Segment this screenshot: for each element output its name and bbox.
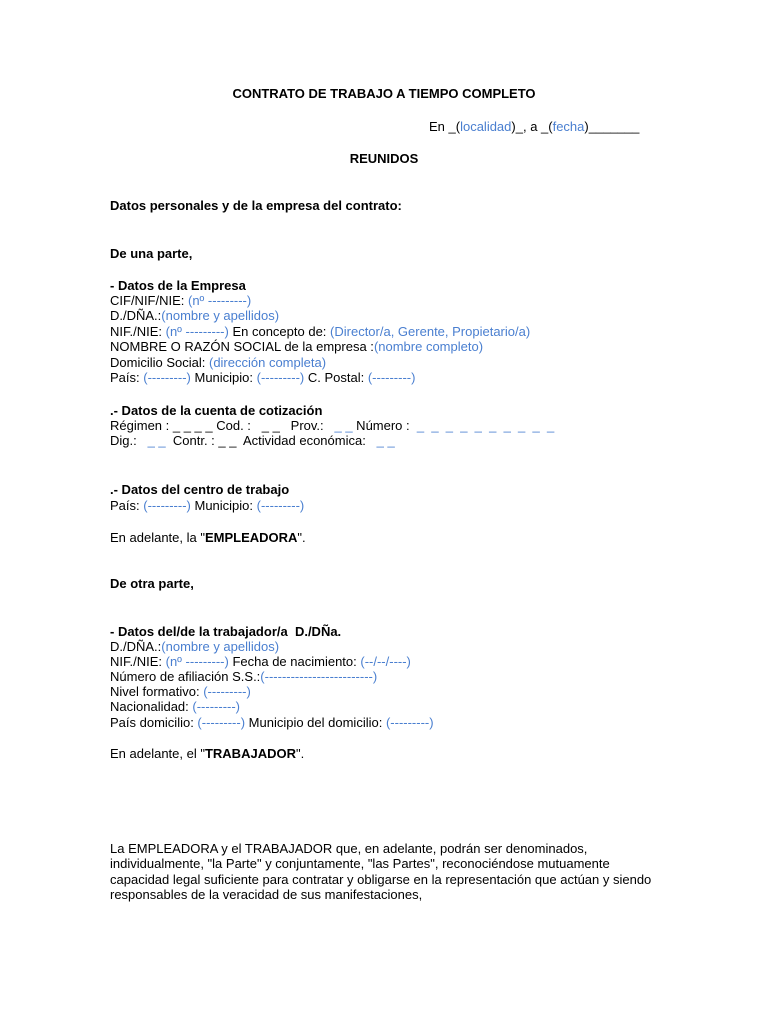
pais-label: País: <box>110 370 144 385</box>
trab-pais-field: (---------) <box>197 715 246 730</box>
municipio-field: (---------) <box>256 370 305 385</box>
trab-municipio-field: (---------) <box>385 715 434 730</box>
trabajador-nivel-line <box>110 684 251 699</box>
trabajador-suffix: ". <box>295 746 305 761</box>
razon-field: (nombre completo) <box>373 339 484 354</box>
trab-dna-label: D./DÑA.: <box>110 639 162 654</box>
empresa-domicilio-line <box>110 355 326 370</box>
empresa-razon-line <box>110 339 483 354</box>
concepto-label: En concepto de: <box>228 324 331 339</box>
centro-pais-field: (---------) <box>143 498 191 513</box>
empleadora-term: EMPLEADORA <box>204 530 298 545</box>
nivel-field: (---------) <box>203 684 251 699</box>
nif-label: NIF./NIE: <box>110 324 166 339</box>
empresa-dna-line <box>110 308 279 323</box>
razon-label: NOMBRE O RAZÓN SOCIAL de la empresa : <box>110 339 374 354</box>
trabajador-prefix: En adelante, el " <box>110 746 205 761</box>
trab-dna-field: (nombre y apellidos) <box>161 639 280 654</box>
document-title: CONTRATO DE TRABAJO A TIEMPO COMPLETO <box>232 86 536 101</box>
partes-paragraph: La EMPLEADORA y el TRABAJADOR que, en adelante, podrán ser denominados, individualmente, "la Parte" y conjuntamente, "las Partes", reconociéndose mutuamente capacidad legal suficiente para contratar y obligarse en la representación que actúan y siendo responsables de la veracidad de sus manifestaciones, <box>110 841 652 903</box>
trab-municipio-label: Municipio del domicilio: <box>245 715 386 730</box>
pais-field: (---------) <box>143 370 191 385</box>
centro-pais-label: País: <box>110 498 144 513</box>
actividad-blanks: _ _ <box>376 433 395 448</box>
nacionalidad-field: (---------) <box>192 699 241 714</box>
trabajador-nacionalidad-line <box>110 699 240 714</box>
empleadora-suffix: ". <box>297 530 306 545</box>
dna-label: D./DÑA.: <box>110 308 162 323</box>
numero-blanks: _ _ _ _ _ _ _ _ _ _ <box>416 418 555 433</box>
centro-pais-line <box>110 498 304 513</box>
empresa-heading: - Datos de la Empresa <box>110 278 246 293</box>
afiliacion-field: (-------------------------) <box>260 669 378 684</box>
cotizacion-regimen-line <box>110 418 554 433</box>
trabajador-definition <box>110 746 304 761</box>
dna-field: (nombre y apellidos) <box>161 308 280 323</box>
place-field: localidad <box>460 119 512 134</box>
empresa-nif-line <box>110 324 530 339</box>
date-field: fecha <box>552 119 585 134</box>
regimen-label: Régimen : _ _ _ _ Cod. : _ _ Prov.: <box>110 418 335 433</box>
dig-blanks: _ _ <box>147 433 166 448</box>
cp-field: (---------) <box>367 370 416 385</box>
concepto-field: (Director/a, Gerente, Propietario/a) <box>330 324 531 339</box>
domicilio-field: (dirección completa) <box>208 355 327 370</box>
cotizacion-heading: .- Datos de la cuenta de cotización <box>110 403 323 418</box>
reunidos-heading: REUNIDOS <box>349 151 419 166</box>
nacimiento-label: Fecha de nacimiento: <box>228 654 361 669</box>
nivel-label: Nivel formativo: <box>110 684 204 699</box>
empleadora-prefix: En adelante, la " <box>110 530 205 545</box>
place-date-prefix: En _( <box>429 119 461 134</box>
trab-nif-label: NIF./NIE: <box>110 654 166 669</box>
contr-label: Contr. : _ _ Actividad económica: <box>165 433 377 448</box>
centro-municipio-field: (---------) <box>256 498 305 513</box>
cotizacion-dig-line <box>110 433 395 448</box>
nacionalidad-label: Nacionalidad: <box>110 699 193 714</box>
de-otra-parte: De otra parte, <box>110 576 194 591</box>
nacimiento-field: (--/--/----) <box>360 654 411 669</box>
nif-field: (nº ---------) <box>165 324 229 339</box>
empresa-pais-line <box>110 370 415 385</box>
trabajador-pais-line <box>110 715 434 730</box>
place-date-middle: )_, a _( <box>511 119 553 134</box>
empresa-cif-line <box>110 293 251 308</box>
cp-label: C. Postal: <box>304 370 368 385</box>
municipio-label: Municipio: <box>190 370 257 385</box>
cif-label: CIF/NIF/NIE: <box>110 293 188 308</box>
trabajador-heading: - Datos del/de la trabajador/a D./DÑa. <box>110 624 342 639</box>
trab-pais-label: País domicilio: <box>110 715 198 730</box>
domicilio-label: Domicilio Social: <box>110 355 209 370</box>
cif-field: (nº ---------) <box>188 293 252 308</box>
trabajador-term: TRABAJADOR <box>204 746 296 761</box>
de-una-parte: De una parte, <box>110 246 193 261</box>
centro-heading: .- Datos del centro de trabajo <box>110 482 290 497</box>
dig-label: Dig.: <box>110 433 148 448</box>
centro-municipio-label: Municipio: <box>190 498 257 513</box>
trabajador-nif-line <box>110 654 411 669</box>
trabajador-afiliacion-line <box>110 669 377 684</box>
trabajador-dna-line <box>110 639 279 654</box>
place-date-line <box>429 119 639 134</box>
empleadora-definition <box>110 530 306 545</box>
trab-nif-field: (nº ---------) <box>165 654 229 669</box>
datos-heading: Datos personales y de la empresa del contrato: <box>110 198 402 213</box>
place-date-suffix: )_______ <box>584 119 640 134</box>
prov-blanks: _ _ <box>334 418 353 433</box>
numero-label: Número : <box>352 418 417 433</box>
afiliacion-label: Número de afiliación S.S.: <box>110 669 261 684</box>
